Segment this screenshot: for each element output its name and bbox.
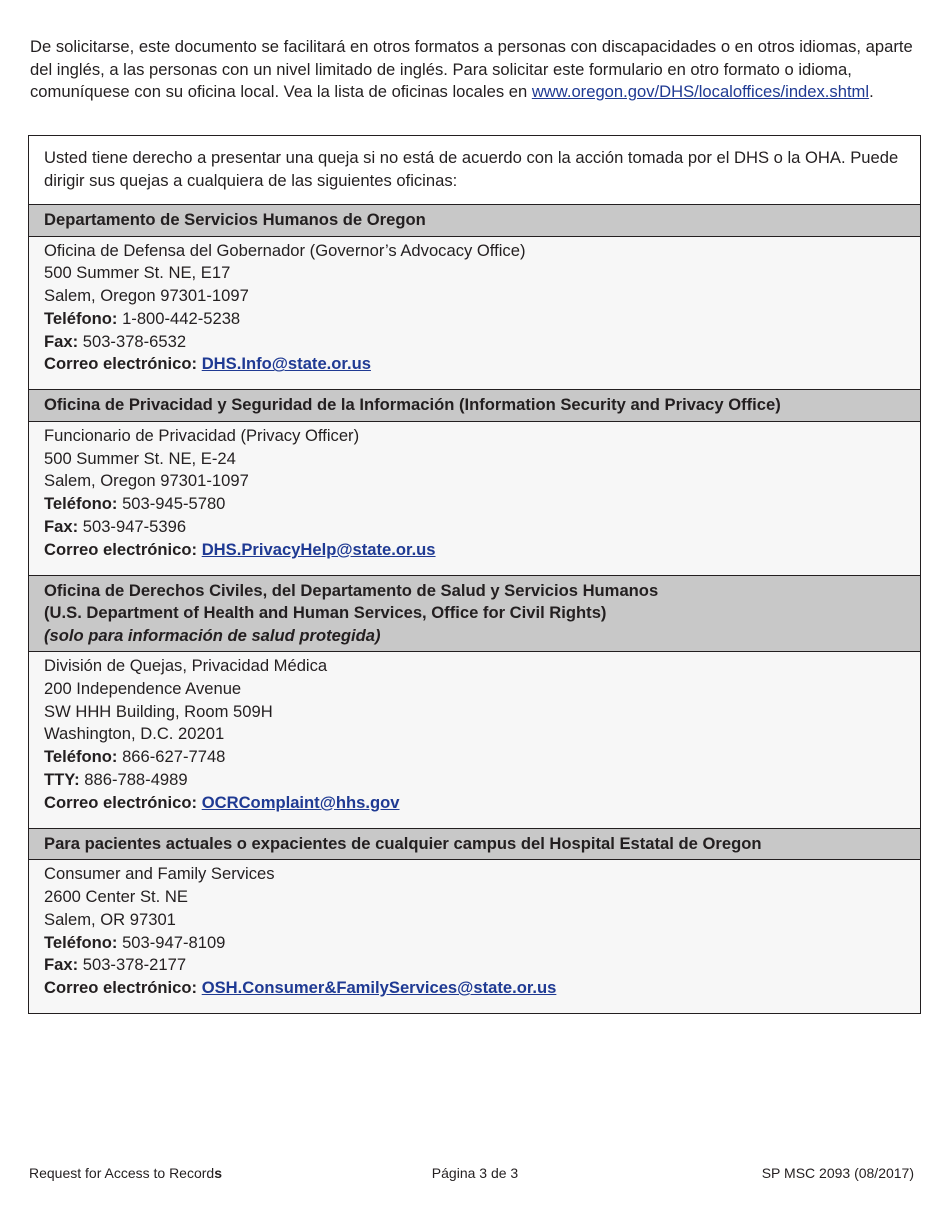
address-line: Funcionario de Privacidad (Privacy Officer): [44, 425, 360, 445]
intro-paragraph: [30, 36, 920, 104]
email-row: [44, 353, 905, 376]
footer-form-id: SP MSC 2093 (08/2017): [761, 1165, 914, 1181]
phone-label: Teléfono:: [44, 747, 118, 767]
fax-row: [44, 516, 905, 539]
address-line: 500 Summer St. NE, E17: [44, 263, 231, 283]
email-row: [44, 792, 905, 815]
section-title-line2: (U.S. Department of Health and Human Services, Office for Civil Rights): [44, 603, 607, 623]
fax-label: Fax:: [44, 331, 79, 351]
fax-value: 503-947-5396: [82, 516, 187, 536]
phone-label: Teléfono:: [44, 308, 118, 328]
address-line: Washington, D.C. 20201: [44, 724, 225, 744]
footer-title-text: Request for Access to Record: [29, 1165, 215, 1181]
section-body-dhs: [29, 236, 920, 390]
phone-value: 1-800-442-5238: [122, 308, 241, 328]
section-body-privacy: [29, 421, 920, 575]
section-body-ocr: [29, 651, 920, 828]
address-line: SW HHH Building, Room 509H: [44, 701, 273, 721]
fax-value: 503-378-2177: [82, 955, 187, 975]
fax-row: [44, 954, 905, 977]
address-line: Oficina de Defensa del Gobernador (Governor’s Advocacy Office): [44, 240, 526, 260]
intro-text: De solicitarse, este documento se facilitará en otros formatos a personas con discapacidades o en otros idiomas, aparte del inglés, a las personas con un nivel limitado de inglés. Para solicitar este formulario en otro formato o idioma, comuníquese con su oficina local. Vea la lista de oficinas locales en: [30, 37, 913, 101]
section-title: Oficina de Privacidad y Seguridad de la Información (Information Security and Privacy Office): [44, 395, 781, 415]
email-link[interactable]: DHS.PrivacyHelp@state.or.us: [201, 539, 436, 559]
fax-value: 503-378-6532: [82, 331, 187, 351]
email-link[interactable]: OCRComplaint@hhs.gov: [201, 792, 400, 812]
section-header-dhs: [29, 204, 920, 236]
fax-label: Fax:: [44, 516, 79, 536]
phone-value: 503-945-5780: [122, 494, 226, 514]
section-header-osh: [29, 828, 920, 860]
complaint-offices-table: [28, 135, 921, 1014]
fax-row: [44, 331, 905, 354]
email-label: Correo electrónico:: [44, 354, 198, 374]
address-line: Salem, Oregon 97301-1097: [44, 286, 249, 306]
phone-value: 866-627-7748: [122, 747, 226, 767]
local-offices-link[interactable]: www.oregon.gov/DHS/localoffices/index.shtml: [531, 82, 870, 101]
address-line: Salem, Oregon 97301-1097: [44, 471, 249, 491]
phone-label: Teléfono:: [44, 932, 118, 952]
phone-row: [44, 746, 905, 769]
email-row: [44, 539, 905, 562]
section-body-osh: [29, 859, 920, 1013]
tty-label: TTY:: [44, 770, 80, 790]
footer-title-suffix: s: [214, 1165, 222, 1181]
phone-row: [44, 493, 905, 516]
section-title-note: (solo para información de salud protegida): [44, 625, 381, 645]
tty-row: [44, 769, 905, 792]
address-line: 500 Summer St. NE, E-24: [44, 448, 236, 468]
address-line: División de Quejas, Privacidad Médica: [44, 656, 328, 676]
intro-period: .: [869, 82, 874, 101]
email-row: [44, 977, 905, 1000]
email-label: Correo electrónico:: [44, 792, 198, 812]
email-label: Correo electrónico:: [44, 539, 198, 559]
email-link[interactable]: OSH.Consumer&FamilyServices@state.or.us: [201, 978, 557, 998]
phone-row: [44, 308, 905, 331]
section-title: Oficina de Derechos Civiles, del Departamento de Salud y Servicios Humanos: [44, 580, 659, 600]
section-title: Para pacientes actuales o expacientes de cualquier campus del Hospital Estatal de Oregon: [44, 833, 762, 853]
address-line: Salem, OR 97301: [44, 909, 176, 929]
tty-value: 886-788-4989: [84, 770, 188, 790]
address-line: 2600 Center St. NE: [44, 886, 188, 906]
section-header-ocr: [29, 575, 920, 652]
email-link[interactable]: DHS.Info@state.or.us: [201, 354, 371, 374]
fax-label: Fax:: [44, 955, 79, 975]
section-title: Departamento de Servicios Humanos de Oregon: [44, 210, 426, 229]
footer-page-number: Página 3 de 3: [431, 1165, 519, 1181]
phone-label: Teléfono:: [44, 494, 118, 514]
email-label: Correo electrónico:: [44, 978, 198, 998]
phone-value: 503-947-8109: [122, 932, 226, 952]
address-line: 200 Independence Avenue: [44, 678, 242, 698]
phone-row: [44, 932, 905, 955]
address-line: Consumer and Family Services: [44, 864, 275, 884]
complaint-intro: Usted tiene derecho a presentar una queja si no está de acuerdo con la acción tomada por el DHS o la OHA. Puede dirigir sus quejas a cualquiera de las siguientes oficinas:: [29, 136, 920, 204]
section-header-privacy: [29, 389, 920, 421]
